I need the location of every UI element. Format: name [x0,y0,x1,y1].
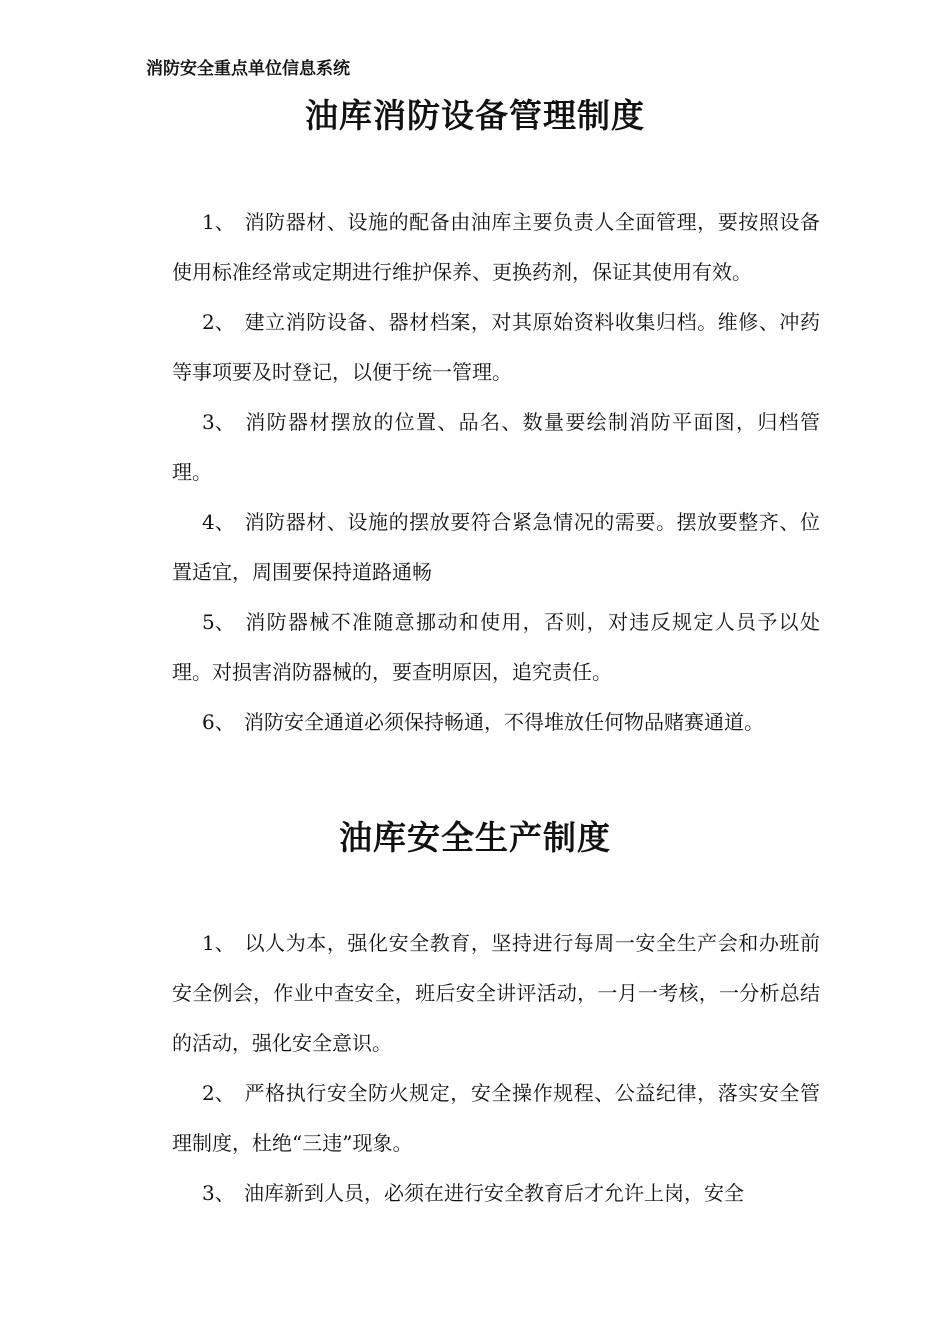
page-header: 消防安全重点单位信息系统 [146,59,350,79]
item-text: 消防器材摆放的位置、品名、数量要绘制消防平面图，归档管理。 [172,410,820,484]
list-item [172,497,820,597]
item-number: 1、 [202,931,235,955]
section-body-equipment [172,197,820,747]
item-text: 消防器材、设施的摆放要符合紧急情况的需要。摆放要整齐、位置适宜，周围要保持道路通畅 [172,510,820,584]
section-title-production: 油库安全生产制度 [339,818,611,857]
item-number: 2、 [202,310,235,334]
item-text: 消防安全通道必须保持畅通，不得堆放任何物品赌赛通道。 [244,710,764,734]
item-text: 严格执行安全防火规定，安全操作规程、公益纪律，落实安全管理制度，杜绝“三违”现象。 [172,1081,820,1155]
item-text: 以人为本，强化安全教育，坚持进行每周一安全生产会和办班前安全例会，作业中查安全，班后安全讲评活动，一月一考核，一分析总结的活动，强化安全意识。 [172,931,820,1055]
list-item [172,397,820,497]
list-item [172,197,820,297]
list-item [172,597,820,697]
list-item [172,297,820,397]
item-text: 消防器械不准随意挪动和使用，否则，对违反规定人员予以处理。对损害消防器械的，要查明原因，追究责任。 [172,610,820,684]
item-number: 1、 [202,210,235,234]
item-number: 3、 [202,410,235,434]
item-number: 4、 [202,510,235,534]
item-number: 3、 [202,1181,235,1205]
list-item [172,1068,820,1168]
item-text: 油库新到人员，必须在进行安全教育后才允许上岗，安全 [244,1181,744,1205]
list-item [172,1168,820,1218]
section-body-production [172,918,820,1218]
item-text: 建立消防设备、器材档案，对其原始资料收集归档。维修、冲药等事项要及时登记，以便于统一管理。 [172,310,820,384]
item-number: 5、 [202,610,235,634]
item-number: 2、 [202,1081,235,1105]
item-text: 消防器材、设施的配备由油库主要负责人全面管理，要按照设备使用标准经常或定期进行维护保养、更换药剂，保证其使用有效。 [172,210,820,284]
list-item [172,697,820,747]
list-item [172,918,820,1068]
section-title-equipment: 油库消防设备管理制度 [305,96,645,135]
item-number: 6、 [202,710,235,734]
